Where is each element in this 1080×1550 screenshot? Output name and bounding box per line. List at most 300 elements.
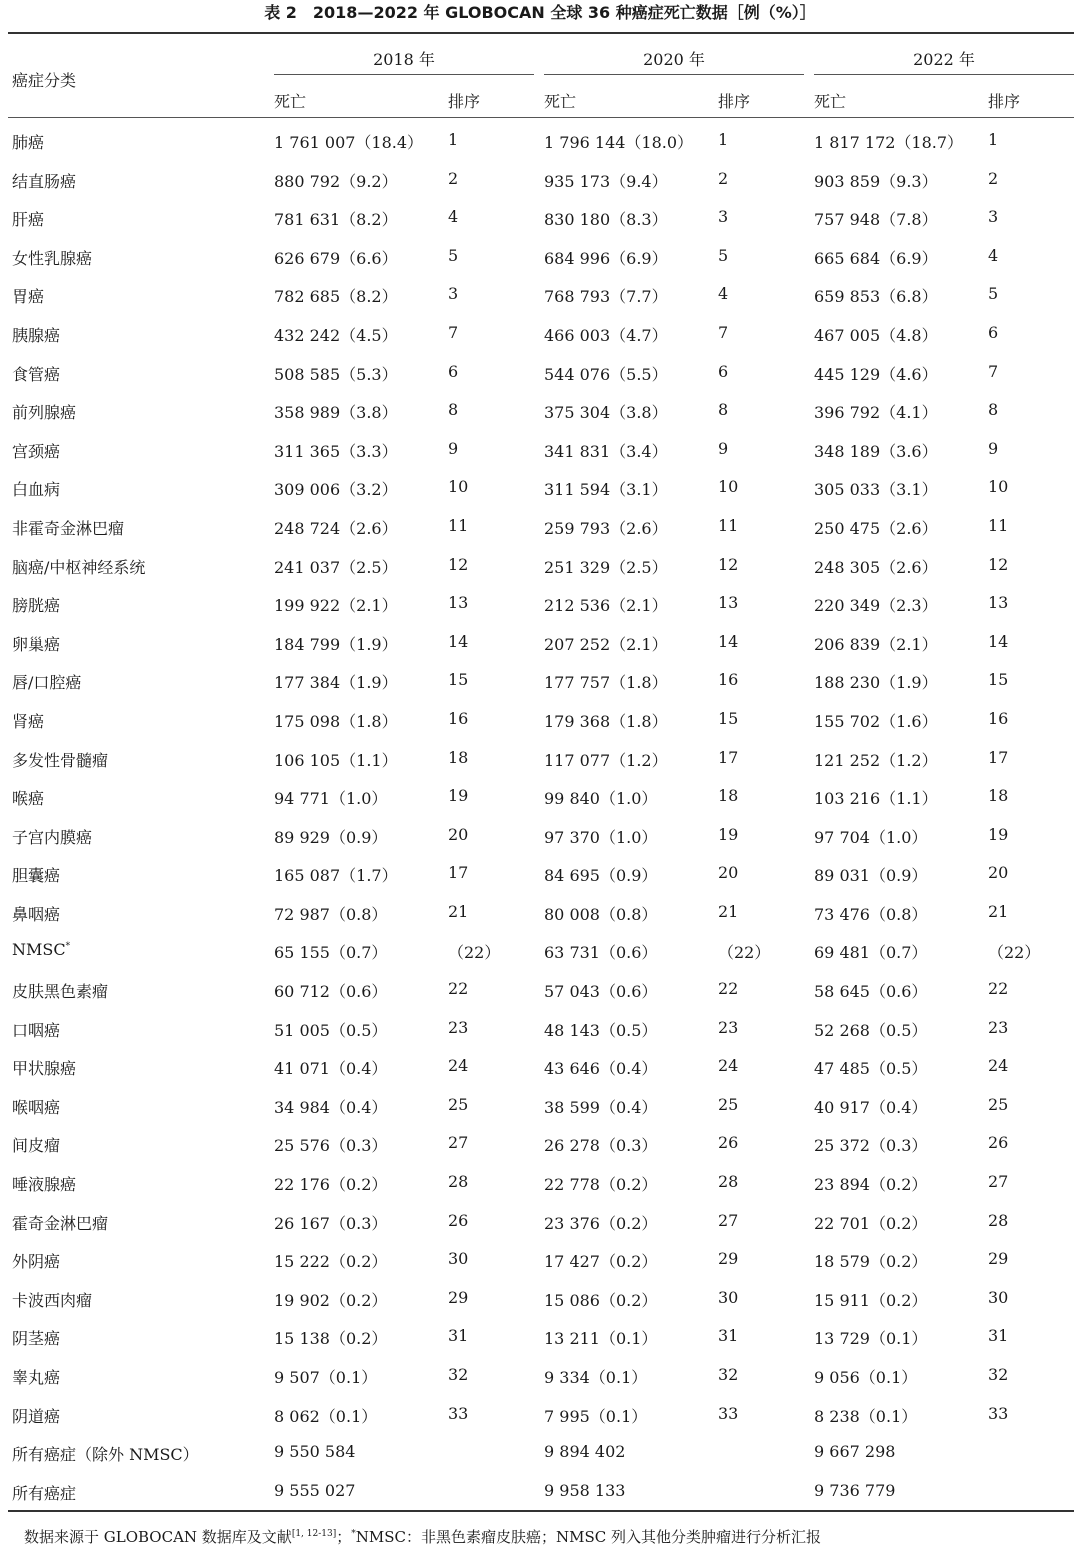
deaths-2018 (274, 169, 398, 192)
deaths-2022-text: 69 481（0.7） (814, 943, 928, 963)
cancer-name-text: 肝癌 (12, 210, 45, 230)
deaths-2020-text: 97 370（1.0） (544, 827, 658, 847)
cancer-name (12, 555, 145, 578)
deaths-2022 (814, 130, 963, 153)
cancer-name (12, 284, 44, 307)
deaths-2022-text: 8 238（0.1） (814, 1406, 918, 1426)
cancer-name (12, 323, 60, 346)
rank-2020 (718, 632, 738, 651)
header-rank-2018: 排序 (448, 92, 481, 111)
deaths-2020 (544, 748, 668, 771)
deaths-2020-text: 99 840（1.0） (544, 789, 658, 809)
rank-2020 (718, 902, 738, 921)
deaths-2020-text: 375 304（3.8） (544, 403, 668, 423)
rank-2018 (448, 1172, 468, 1191)
rank-2020-text: 13 (718, 593, 739, 613)
deaths-2020-text: 177 757（1.8） (544, 673, 668, 693)
rank-2022 (988, 1172, 1008, 1191)
deaths-2022 (814, 169, 938, 192)
deaths-2020 (544, 1365, 647, 1388)
deaths-2018-text: 165 087（1.7） (274, 866, 398, 886)
header-deaths-2018: 死亡 (274, 92, 307, 111)
deaths-2022 (814, 246, 938, 269)
deaths-2022 (814, 709, 938, 732)
rank-2018 (448, 516, 468, 535)
cancer-name-text: 非霍奇金淋巴瘤 (12, 518, 125, 538)
rank-2018-text: 29 (448, 1287, 469, 1307)
rank-2022 (988, 1056, 1008, 1075)
deaths-2018 (274, 1404, 377, 1427)
rank-2020-text: （22） (718, 943, 771, 963)
rank-2020 (718, 284, 728, 303)
rank-2018 (448, 825, 468, 844)
deaths-2020 (544, 130, 693, 153)
cancer-name-text: 睾丸癌 (12, 1368, 61, 1387)
rank-2018 (448, 246, 458, 265)
header-bottom-rule (8, 117, 1074, 118)
deaths-2020 (544, 979, 657, 1002)
table-row (0, 1433, 1080, 1472)
deaths-2018 (274, 516, 398, 539)
table-row (0, 275, 1080, 314)
cancer-name-text: 阴茎癌 (12, 1329, 61, 1349)
deaths-2018 (274, 1133, 387, 1156)
deaths-2018-text: 311 365（3.3） (274, 441, 398, 461)
deaths-2020-text: 9 334（0.1） (544, 1368, 648, 1387)
rank-2020 (718, 1288, 738, 1307)
rank-2022 (988, 362, 998, 381)
cancer-name-text: NMSC (12, 940, 66, 960)
deaths-2018 (274, 1481, 355, 1500)
deaths-2022-text: 97 704（1.0） (814, 827, 928, 847)
deaths-2020 (544, 362, 668, 385)
deaths-2018-text: 880 792（9.2） (274, 171, 398, 191)
cancer-name-text: 喉咽癌 (12, 1097, 61, 1117)
rank-2018-text: 18 (448, 747, 469, 767)
deaths-2020 (544, 1018, 657, 1041)
rank-2020-text: 9 (718, 438, 729, 458)
rank-2018 (448, 207, 458, 226)
deaths-2022 (814, 439, 938, 462)
rank-2018-text: （22） (448, 943, 501, 963)
rank-2022-text: 11 (988, 515, 1009, 535)
rank-2018-text: 33 (448, 1403, 469, 1423)
cancer-name (12, 1481, 76, 1504)
deaths-2018-text: 626 679（6.6） (274, 248, 398, 268)
deaths-2020-text: 935 173（9.4） (544, 171, 668, 191)
rank-2020 (718, 323, 728, 342)
rank-2018 (448, 979, 468, 998)
rank-2022 (988, 940, 1040, 963)
table-row (0, 391, 1080, 430)
deaths-2022 (814, 825, 927, 848)
rank-2022-text: 29 (988, 1249, 1009, 1269)
deaths-2020 (544, 246, 668, 269)
rank-2022-text: 21 (988, 901, 1009, 921)
rank-2018 (448, 1326, 468, 1345)
rank-2020-text: 7 (718, 322, 729, 342)
rank-2020-text: 21 (718, 901, 739, 921)
deaths-2022-text: 58 645（0.6） (814, 982, 928, 1002)
deaths-2020 (544, 284, 668, 307)
table-row (0, 1279, 1080, 1318)
table-row (0, 623, 1080, 662)
rank-2020 (718, 670, 738, 689)
deaths-2020-text: 7 995（0.1） (544, 1406, 648, 1426)
deaths-2018-text: 34 984（0.4） (274, 1097, 388, 1117)
table-row (0, 314, 1080, 353)
rank-2018-text: 22 (448, 979, 469, 999)
deaths-2020-text: 17 427（0.2） (544, 1252, 658, 1272)
deaths-2018-text: 106 105（1.1） (274, 750, 398, 770)
table-bottom-rule (8, 1510, 1074, 1512)
deaths-2022 (814, 1211, 927, 1234)
rank-2022-text: 30 (988, 1287, 1009, 1307)
table-row (0, 584, 1080, 623)
deaths-2020-text: 117 077（1.2） (544, 750, 668, 770)
rank-2018 (448, 169, 458, 188)
rank-2022 (988, 1249, 1008, 1268)
deaths-2018 (274, 632, 398, 655)
table-row (0, 160, 1080, 199)
rank-2022 (988, 748, 1008, 767)
rank-2018 (448, 670, 468, 689)
rank-2020 (718, 130, 728, 149)
deaths-2022 (814, 1442, 895, 1461)
rank-2018 (448, 902, 468, 921)
rank-2018-text: 25 (448, 1094, 469, 1114)
deaths-2018-text: 22 176（0.2） (274, 1175, 388, 1195)
cancer-name-text: 食管癌 (12, 364, 61, 384)
deaths-2020-text: 251 329（2.5） (544, 557, 668, 577)
deaths-2022-text: 188 230（1.9） (814, 673, 938, 693)
rank-2022-text: 19 (988, 824, 1009, 844)
rank-2018 (448, 1249, 468, 1268)
deaths-2018 (274, 709, 398, 732)
deaths-2020-text: 22 778（0.2） (544, 1175, 658, 1195)
deaths-2022 (814, 1249, 927, 1272)
rank-2020-text: 11 (718, 515, 739, 535)
deaths-2022 (814, 670, 938, 693)
deaths-2022 (814, 863, 927, 886)
deaths-2020 (544, 1481, 625, 1500)
deaths-2018 (274, 1365, 377, 1388)
rank-2020 (718, 1133, 738, 1152)
cancer-name-text: 胆囊癌 (12, 866, 61, 886)
rank-2018-text: 12 (448, 554, 469, 574)
deaths-2020-text: 15 086（0.2） (544, 1290, 658, 1310)
rank-2020-text: 25 (718, 1094, 739, 1114)
deaths-2022 (814, 362, 938, 385)
rank-2022 (988, 593, 1008, 612)
header-year-2020-rule (544, 74, 804, 75)
table-top-rule (8, 32, 1074, 34)
deaths-2018-text: 781 631（8.2） (274, 210, 398, 230)
deaths-2018-text: 241 037（2.5） (274, 557, 398, 577)
cancer-name (12, 940, 70, 959)
rank-2020 (718, 439, 728, 458)
table-row (0, 1472, 1080, 1511)
deaths-2022-text: 220 349（2.3） (814, 596, 938, 616)
rank-2022-text: 3 (988, 207, 999, 227)
rank-2018 (448, 1133, 468, 1152)
deaths-2020 (544, 940, 657, 963)
rank-2018-text: 24 (448, 1056, 469, 1076)
rank-2020-text: 16 (718, 670, 739, 690)
cancer-name (12, 748, 108, 771)
cancer-name (12, 902, 60, 925)
deaths-2018 (274, 1288, 387, 1311)
deaths-2022 (814, 748, 938, 771)
rank-2018-text: 31 (448, 1326, 469, 1346)
cancer-name (12, 1133, 60, 1156)
rank-2022-text: 12 (988, 554, 1009, 574)
cancer-name (12, 516, 124, 539)
deaths-2022 (814, 1326, 927, 1349)
rank-2020 (718, 1056, 738, 1075)
cancer-name-text: 卵巢癌 (12, 634, 61, 654)
rank-2020-text: 4 (718, 284, 729, 304)
deaths-2018-text: 199 922（2.1） (274, 596, 398, 616)
rank-2020 (718, 1172, 738, 1191)
rank-2022-text: 1 (988, 130, 999, 149)
cancer-name-text: 肺癌 (12, 133, 45, 152)
rank-2018-text: 28 (448, 1172, 469, 1192)
deaths-2018-text: 782 685（8.2） (274, 287, 398, 307)
deaths-2022-text: 665 684（6.9） (814, 248, 938, 268)
deaths-2022 (814, 400, 938, 423)
rank-2020 (718, 709, 738, 728)
rank-2022-text: 32 (988, 1365, 1009, 1384)
deaths-2020-text: 466 003（4.7） (544, 325, 668, 345)
rank-2020-text: 29 (718, 1249, 739, 1269)
deaths-2022-text: 121 252（1.2） (814, 750, 938, 770)
deaths-2022-text: 445 129（4.6） (814, 364, 938, 384)
deaths-2018-text: 1 761 007（18.4） (274, 133, 424, 152)
rank-2022 (988, 400, 998, 419)
rank-2020-text: 17 (718, 747, 739, 767)
rank-2022-text: 17 (988, 747, 1009, 767)
rank-2022-text: 23 (988, 1017, 1009, 1037)
deaths-2020 (544, 207, 668, 230)
rank-2018 (448, 1095, 468, 1114)
deaths-2018-text: 51 005（0.5） (274, 1020, 388, 1040)
deaths-2022-text: 89 031（0.9） (814, 866, 928, 886)
rank-2020-text: 15 (718, 708, 739, 728)
cancer-name-text: 唇/口腔癌 (12, 673, 82, 693)
header-year-2022: 2022 年 (913, 50, 975, 69)
rank-2022 (988, 477, 1008, 496)
rank-2020-text: 20 (718, 863, 739, 883)
rank-2020 (718, 748, 738, 767)
deaths-2022 (814, 477, 938, 500)
rank-2018-text: 6 (448, 361, 459, 381)
table-caption: 表 2 2018—2022 年 GLOBOCAN 全球 36 种癌症死亡数据［例（%）］ (264, 3, 816, 22)
cancer-name-text: 甲状腺癌 (12, 1059, 77, 1079)
cancer-name-text: 皮肤黑色素瘤 (12, 982, 109, 1002)
table-footnote (24, 1526, 821, 1547)
deaths-2022 (814, 979, 927, 1002)
rank-2020 (718, 863, 738, 882)
deaths-2020-text: 38 599（0.4） (544, 1097, 658, 1117)
header-deaths-2022: 死亡 (814, 92, 847, 111)
deaths-2022 (814, 1133, 927, 1156)
cancer-name (12, 439, 60, 462)
rank-2022 (988, 555, 1008, 574)
header-year-2022-rule (814, 74, 1074, 75)
rank-2020-text: 8 (718, 400, 729, 420)
deaths-2018 (274, 786, 387, 809)
deaths-2018 (274, 863, 398, 886)
rank-2022 (988, 670, 1008, 689)
deaths-2020 (544, 1211, 657, 1234)
deaths-2020 (544, 902, 657, 925)
deaths-2022-text: 103 216（1.1） (814, 789, 938, 809)
cancer-name (12, 207, 44, 230)
rank-2018-text: 27 (448, 1133, 469, 1153)
rank-2022 (988, 1326, 1008, 1345)
deaths-2020-text: 207 252（2.1） (544, 634, 668, 654)
deaths-2018-text: 25 576（0.3） (274, 1136, 388, 1156)
deaths-2020-text: 63 731（0.6） (544, 943, 658, 963)
cancer-name-text: 女性乳腺癌 (12, 248, 93, 268)
deaths-2018-text: 9 555 027 (274, 1480, 356, 1500)
rank-2018 (448, 1018, 468, 1037)
table-row (0, 546, 1080, 585)
deaths-2022-text: 206 839（2.1） (814, 634, 938, 654)
deaths-2020 (544, 825, 657, 848)
deaths-2020-text: 1 796 144（18.0） (544, 133, 694, 152)
rank-2020 (718, 593, 738, 612)
cancer-name-text: 唾液腺癌 (12, 1175, 77, 1195)
rank-2018-text: 13 (448, 593, 469, 613)
deaths-2018 (274, 825, 387, 848)
deaths-2020-text: 26 278（0.3） (544, 1136, 658, 1156)
deaths-2018 (274, 362, 398, 385)
footnote-refs: [1, 12-13] (291, 1529, 337, 1539)
cancer-name (12, 1056, 76, 1079)
rank-2018-text: 2 (448, 168, 459, 188)
rank-2018 (448, 863, 468, 882)
rank-2022 (988, 979, 1008, 998)
rank-2022-text: 6 (988, 322, 999, 342)
rank-2018-text: 1 (448, 130, 459, 149)
deaths-2018-text: 432 242（4.5） (274, 325, 398, 345)
table-row (0, 1356, 1080, 1395)
deaths-2018 (274, 1018, 387, 1041)
deaths-2020 (544, 1249, 657, 1272)
rank-2018 (448, 362, 458, 381)
deaths-2018 (274, 284, 398, 307)
rank-2018-text: 32 (448, 1365, 469, 1384)
table-row (0, 1163, 1080, 1202)
cancer-name (12, 1326, 60, 1349)
deaths-2022 (814, 593, 938, 616)
table-row (0, 816, 1080, 855)
deaths-2020-text: 43 646（0.4） (544, 1059, 658, 1079)
cancer-name (12, 593, 60, 616)
rank-2018-text: 5 (448, 245, 459, 265)
rank-2020-text: 3 (718, 207, 729, 227)
deaths-2022 (814, 284, 938, 307)
rank-2020 (718, 1365, 738, 1384)
deaths-2022-text: 15 911（0.2） (814, 1290, 928, 1310)
cancer-name-text: 卡波西肉瘤 (12, 1290, 93, 1310)
cancer-name-text: 胃癌 (12, 287, 45, 307)
deaths-2018 (274, 1172, 387, 1195)
cancer-name (12, 709, 44, 732)
cancer-name-text: 喉癌 (12, 789, 45, 809)
cancer-name-text: 结直肠癌 (12, 171, 77, 191)
deaths-2022-text: 250 475（2.6） (814, 518, 938, 538)
deaths-2018 (274, 246, 398, 269)
rank-2018 (448, 1288, 468, 1307)
rank-2018 (448, 284, 458, 303)
deaths-2022-text: 9 736 779 (814, 1480, 896, 1500)
deaths-2022-text: 155 702（1.6） (814, 711, 938, 731)
deaths-2022-text: 903 859（9.3） (814, 171, 938, 191)
rank-2020 (718, 400, 728, 419)
rank-2022 (988, 284, 998, 303)
deaths-2020-text: 9 958 133 (544, 1480, 626, 1500)
rank-2022-text: 9 (988, 438, 999, 458)
cancer-name-text: 所有癌症 (12, 1483, 77, 1503)
rank-2020 (718, 1095, 738, 1114)
deaths-2018-text: 94 771（1.0） (274, 789, 388, 809)
deaths-2018-text: 19 902（0.2） (274, 1290, 388, 1310)
deaths-2020 (544, 1326, 657, 1349)
rank-2020 (718, 169, 728, 188)
rank-2020 (718, 940, 770, 963)
deaths-2018 (274, 323, 398, 346)
cancer-name (12, 632, 60, 655)
table-body (0, 121, 1080, 1510)
table-row (0, 893, 1080, 932)
deaths-2022-text: 73 476（0.8） (814, 904, 928, 924)
deaths-2020-text: 259 793（2.6） (544, 518, 668, 538)
cancer-name-text: 间皮瘤 (12, 1136, 61, 1156)
rank-2018 (448, 632, 468, 651)
deaths-2020 (544, 555, 668, 578)
deaths-2018-text: 309 006（3.2） (274, 480, 398, 500)
rank-2018-text: 17 (448, 863, 469, 883)
deaths-2018 (274, 477, 398, 500)
deaths-2020 (544, 593, 668, 616)
cancer-name (12, 1288, 92, 1311)
deaths-2022-text: 40 917（0.4） (814, 1097, 928, 1117)
cancer-name-text: 胰腺癌 (12, 325, 61, 345)
cancer-name (12, 1365, 60, 1388)
rank-2022 (988, 246, 998, 265)
deaths-2020 (544, 709, 668, 732)
cancer-name-text: 多发性骨髓瘤 (12, 750, 109, 770)
rank-2020 (718, 825, 738, 844)
rank-2020-text: 10 (718, 477, 739, 497)
deaths-2022 (814, 555, 938, 578)
rank-2018 (448, 748, 468, 767)
table-row (0, 931, 1080, 970)
table-row (0, 777, 1080, 816)
table-row (0, 237, 1080, 276)
rank-2018 (448, 400, 458, 419)
rank-2022 (988, 632, 1008, 651)
deaths-2018-text: 72 987（0.8） (274, 904, 388, 924)
deaths-2022 (814, 1095, 927, 1118)
rank-2022-text: 25 (988, 1094, 1009, 1114)
rank-2020 (718, 207, 728, 226)
deaths-2018 (274, 748, 398, 771)
rank-2018-text: 19 (448, 786, 469, 806)
